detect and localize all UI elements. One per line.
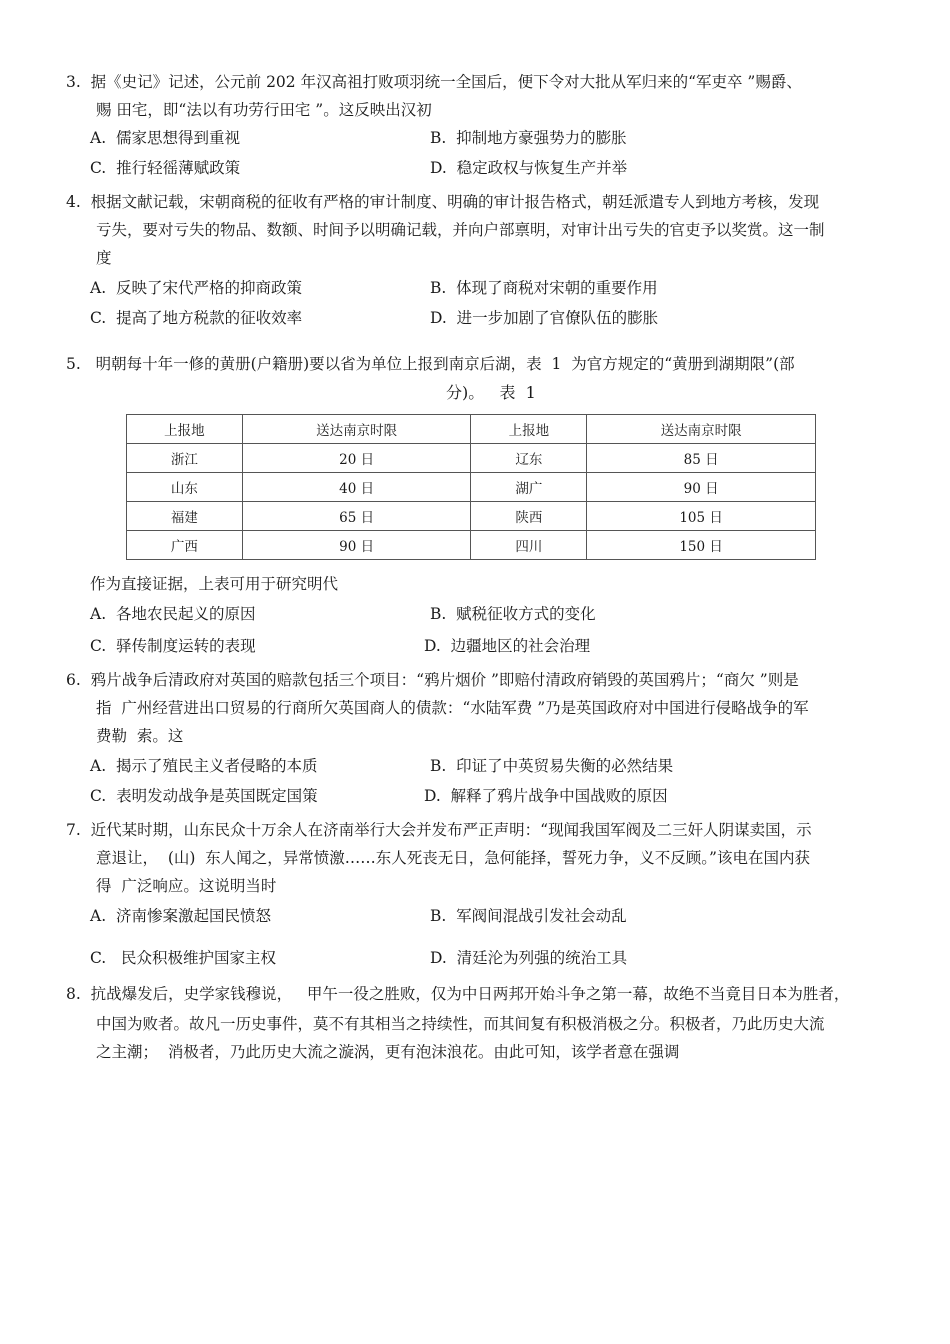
q8-stem-line1: 8. 抗战爆发后，史学家钱穆说， 甲午一役之胜败，仅为中日两邦开始斗争之第一幕，故绝不当竟目日本为胜者，	[66, 985, 850, 1003]
table-cell: 辽东	[471, 444, 587, 473]
q5-option-a: A. 各地农民起义的原因	[90, 605, 256, 623]
q5-table-caption: 分)。 表 1	[446, 383, 536, 402]
q7-stem-line1: 7. 近代某时期，山东民众十万余人在济南举行大会并发布严正声明：“现闻我国军阀及二三奸人阴谋卖国，示	[66, 821, 812, 839]
table-row	[127, 444, 816, 473]
q7-stem-line3: 得 广泛响应。这说明当时	[96, 877, 277, 895]
q3-option-d: D. 稳定政权与恢复生产并举	[430, 159, 628, 177]
q4-option-b: B. 体现了商税对宋朝的重要作用	[430, 279, 658, 297]
q7-stem-line2: 意退让， (山) 东人闻之，异常愤激……东人死丧无日，急何能择，誓死力争，义不反顾。”该电在国内获	[96, 849, 810, 867]
q8-stem-line2: 中国为败者。故凡一历史事件，莫不有其相当之持续性，而其间复有积极消极之分。积极者，乃此历史大流	[96, 1015, 825, 1033]
q4-option-d: D. 进一步加剧了官僚队伍的膨胀	[430, 309, 659, 327]
q7-option-a: A. 济南惨案激起国民愤怒	[90, 907, 271, 925]
table-header-cell: 上报地	[471, 415, 587, 444]
table-cell: 90 日	[242, 531, 471, 560]
table-header-row	[127, 415, 816, 444]
table-cell: 90 日	[587, 473, 816, 502]
q6-option-a: A. 揭示了殖民主义者侵略的本质	[90, 757, 318, 775]
q5-option-d: D. 边疆地区的社会治理	[424, 637, 591, 655]
q4-stem-line3: 度	[96, 249, 112, 267]
q6-stem-line2: 指 广州经营进出口贸易的行商所欠英国商人的债款：“水陆军费 ”乃是英国政府对中国进行侵略战争的军	[96, 699, 809, 717]
q5-option-b: B. 赋税征收方式的变化	[430, 605, 596, 623]
table-row	[127, 502, 816, 531]
q6-option-c: C. 表明发动战争是英国既定国策	[90, 787, 318, 805]
table-cell: 陕西	[471, 502, 587, 531]
table-row	[127, 473, 816, 502]
q5-table	[126, 414, 816, 560]
table-cell: 福建	[127, 502, 243, 531]
q6-stem-line3: 费勒 索。这	[96, 727, 184, 745]
q5-stem-after-table: 作为直接证据，上表可用于研究明代	[90, 575, 339, 593]
q3-option-b: B. 抑制地方豪强势力的膨胀	[430, 129, 627, 147]
table-cell: 105 日	[587, 502, 816, 531]
q3-stem-line2: 赐 田宅，即“法以有功劳行田宅 ”。这反映出汉初	[96, 101, 432, 119]
q6-stem-line1: 6. 鸦片战争后清政府对英国的赔款包括三个项目：“鸦片烟价 ”即赔付清政府销毁的英国鸦片；“商欠 ”则是	[66, 671, 799, 689]
table-cell: 65 日	[242, 502, 471, 531]
table-row	[127, 531, 816, 560]
q7-option-c: C. 民众积极维护国家主权	[90, 949, 277, 967]
q6-option-b: B. 印证了中英贸易失衡的必然结果	[430, 757, 674, 775]
q4-stem-line1: 4. 根据文献记载，宋朝商税的征收有严格的审计制度、明确的审计报告格式，朝廷派遣专人到地方考核，发现	[66, 193, 820, 211]
q4-stem-line2: 亏失，要对亏失的物品、数额、时间予以明确记载，并向户部禀明，对审计出亏失的官吏予以奖赏。这一制	[96, 221, 825, 239]
table-cell: 40 日	[242, 473, 471, 502]
table-cell: 广西	[127, 531, 243, 560]
q4-option-c: C. 提高了地方税款的征收效率	[90, 309, 303, 327]
q5-stem-line1: 5. 明朝每十年一修的黄册(户籍册)要以省为单位上报到南京后湖，表 1 为官方规定的“黄册到湖期限”(部	[66, 355, 795, 373]
q3-option-c: C. 推行轻徭薄赋政策	[90, 159, 241, 177]
q8-stem-line3: 之主潮； 消极者，乃此历史大流之漩涡，更有泡沫浪花。由此可知，该学者意在强调	[96, 1043, 680, 1061]
q5-option-c: C. 驿传制度运转的表现	[90, 637, 256, 655]
table-cell: 150 日	[587, 531, 816, 560]
q4-option-a: A. 反映了宋代严格的抑商政策	[90, 279, 302, 297]
q3-stem-line1: 3. 据《史记》记述，公元前 202 年汉高祖打败项羽统一全国后，便下令对大批从军归来的“军吏卒 ”赐爵、	[66, 73, 802, 91]
q7-option-b: B. 军阀间混战引发社会动乱	[430, 907, 627, 925]
q7-option-d: D. 清廷沦为列强的统治工具	[430, 949, 628, 967]
table-cell: 浙江	[127, 444, 243, 473]
table-cell: 四川	[471, 531, 587, 560]
q3-option-a: A. 儒家思想得到重视	[90, 129, 240, 147]
q6-option-d: D. 解释了鸦片战争中国战败的原因	[424, 787, 668, 805]
table-cell: 85 日	[587, 444, 816, 473]
table-header-cell: 送达南京时限	[242, 415, 471, 444]
table-cell: 20 日	[242, 444, 471, 473]
table-cell: 湖广	[471, 473, 587, 502]
table-header-cell: 送达南京时限	[587, 415, 816, 444]
table-cell: 山东	[127, 473, 243, 502]
table-header-cell: 上报地	[127, 415, 243, 444]
